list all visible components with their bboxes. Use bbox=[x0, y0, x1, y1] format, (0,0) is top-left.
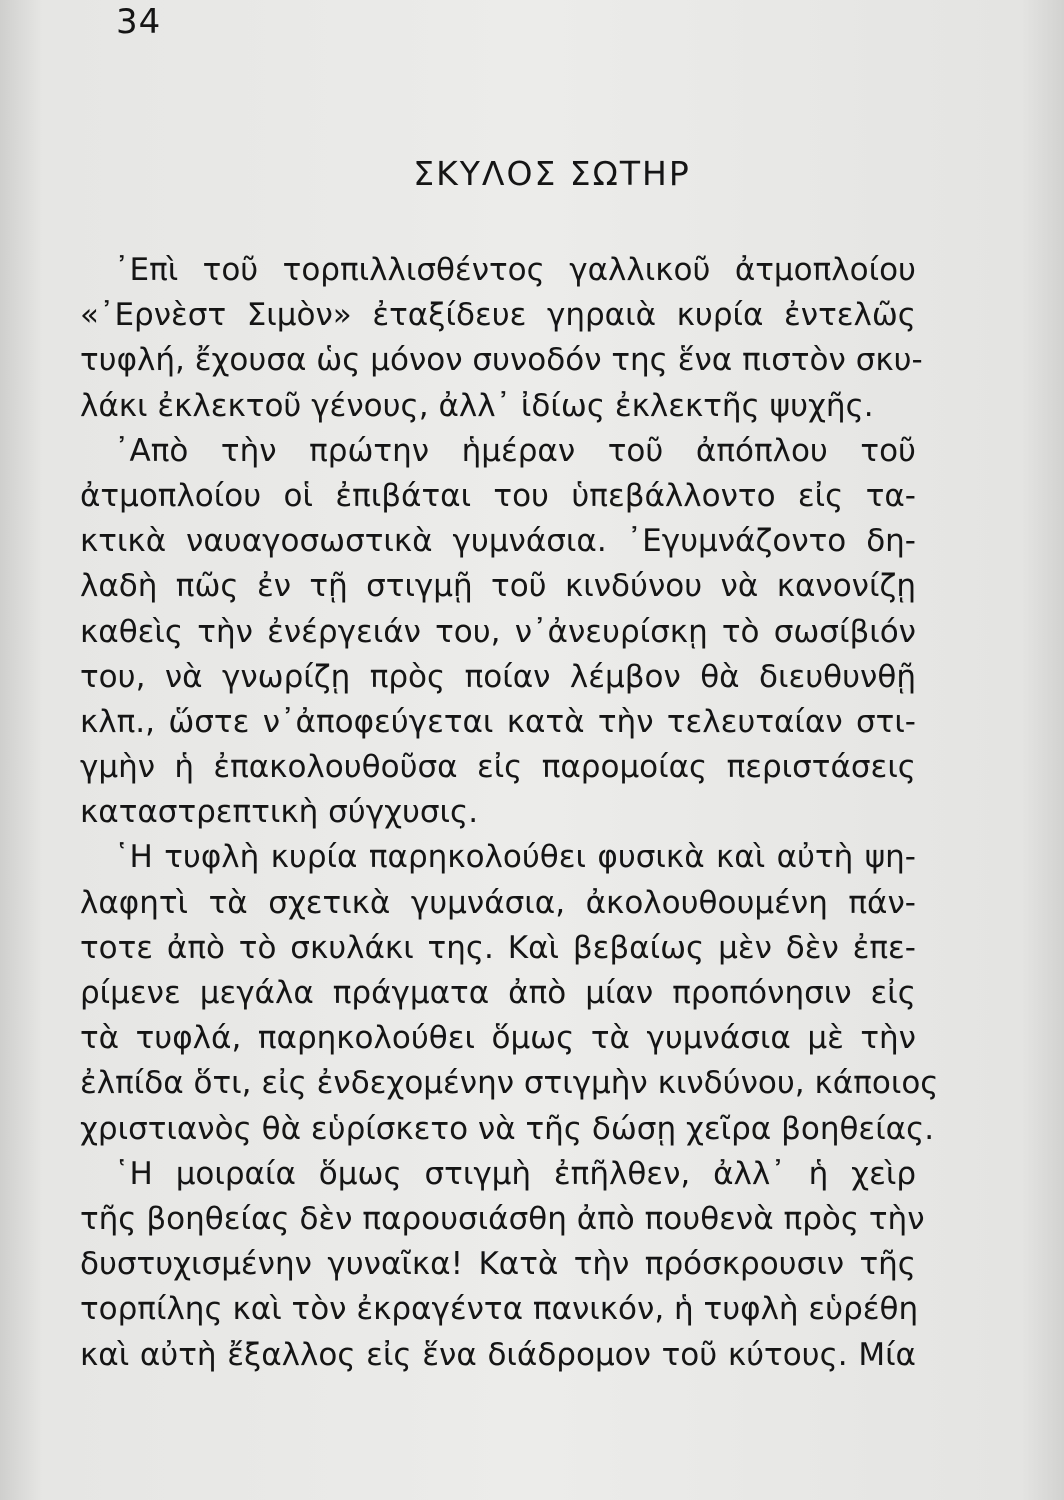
text-line: κτικὰ ναυαγοσωστικὰ γυμνάσια. ᾿Εγυμνάζοντο δη- bbox=[80, 523, 916, 560]
text-line: λαφητὶ τὰ σχετικὰ γυμνάσια, ἀκολουθουμένη πάν- bbox=[80, 884, 916, 921]
text-line: λαδὴ πῶς ἐν τῇ στιγμῇ τοῦ κινδύνου νὰ κανονίζῃ bbox=[80, 568, 916, 605]
text-line: γμὴν ἡ ἐπακολουθοῦσα εἰς παρομοίας περιστάσεις bbox=[80, 749, 916, 786]
text-line: ᾿Επὶ τοῦ τορπιλλισθέντος γαλλικοῦ ἀτμοπλοίου bbox=[114, 252, 916, 288]
text-line: καταστρεπτικὴ σύγχυσις. bbox=[80, 794, 479, 831]
text-line: τυφλή, ἔχουσα ὡς μόνον συνοδόν της ἕνα πιστὸν σκυ- bbox=[80, 342, 923, 379]
chapter-title: ΣΚΥΛΟΣ ΣΩΤΗΡ bbox=[413, 154, 691, 193]
text-line: τοτε ἀπὸ τὸ σκυλάκι της. Καὶ βεβαίως μὲν δὲν ἐπε- bbox=[80, 929, 916, 966]
text-line: λάκι ἐκλεκτοῦ γένους, ἀλλ᾿ ἰδίως ἐκλεκτῆς ψυχῆς. bbox=[80, 387, 874, 424]
paragraph bbox=[80, 429, 916, 836]
text-line: ἀτμοπλοίου οἱ ἐπιβάται του ὑπεβάλλοντο εἰς τα- bbox=[80, 477, 916, 514]
text-line: «᾿Ερνὲστ Σιμὸν» ἐταξίδευε γηραιὰ κυρία ἐντελῶς bbox=[80, 297, 916, 334]
text-line: καθεὶς τὴν ἐνέργειάν του, ν᾿ἀνευρίσκῃ τὸ σωσίβιόν bbox=[80, 613, 916, 650]
page-number: 34 bbox=[116, 2, 162, 42]
text-line: τορπίλης καὶ τὸν ἐκραγέντα πανικόν, ἡ τυφλὴ εὑρέθη bbox=[80, 1291, 919, 1328]
text-line: του, νὰ γνωρίζῃ πρὸς ποίαν λέμβον θὰ διευθυνθῇ bbox=[80, 658, 916, 695]
text-line: τὰ τυφλά, παρηκολούθει ὅμως τὰ γυμνάσια μὲ τὴν bbox=[80, 1020, 916, 1057]
paragraph bbox=[80, 835, 939, 1151]
text-line: δυστυχισμένην γυναῖκα! Κατὰ τὴν πρόσκρουσιν τῆς bbox=[80, 1246, 916, 1283]
text-line: τῆς βοηθείας δὲν παρουσιάσθη ἀπὸ πουθενὰ πρὸς τὴν bbox=[80, 1200, 925, 1237]
text-line: χριστιανὸς θὰ εὑρίσκετο νὰ τῆς δώσῃ χεῖρα βοηθείας. bbox=[80, 1110, 935, 1147]
text-line: ῾Η μοιραία ὅμως στιγμὴ ἐπῆλθεν, ἀλλ᾿ ἡ χεὶρ bbox=[114, 1155, 916, 1192]
text-line: ρίμενε μεγάλα πράγματα ἀπὸ μίαν προπόνησιν εἰς bbox=[80, 975, 916, 1011]
paragraph bbox=[80, 248, 923, 429]
body-text bbox=[80, 248, 939, 1378]
paragraph bbox=[80, 1152, 925, 1378]
text-line: ῾Η τυφλὴ κυρία παρηκολούθει φυσικὰ καὶ αὐτὴ ψη- bbox=[114, 839, 916, 876]
text-line: κλπ., ὥστε ν᾿ἀποφεύγεται κατὰ τὴν τελευταίαν στι- bbox=[80, 703, 916, 740]
text-line: ἐλπίδα ὅτι, εἰς ἐνδεχομένην στιγμὴν κινδύνου, κάποιος bbox=[80, 1065, 939, 1102]
text-line: καὶ αὐτὴ ἔξαλλος εἰς ἕνα διάδρομον τοῦ κύτους. Μία bbox=[80, 1336, 916, 1373]
text-line: ᾿Απὸ τὴν πρώτην ἡμέραν τοῦ ἀπόπλου τοῦ bbox=[114, 432, 916, 469]
